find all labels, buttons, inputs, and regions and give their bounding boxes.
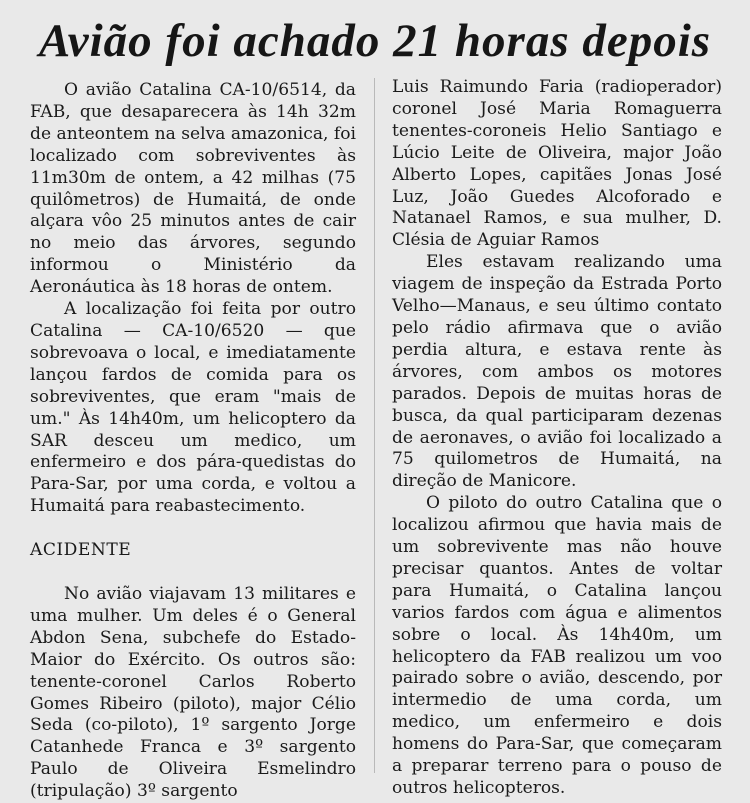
right-paragraph-1: Luis Raimundo Faria (radioperador) coronel José Maria Romaguerra tenentes-coroneis Helio Santiago e Lúcio Leite de Oliveira, major João Alberto Lopes, capitães Jonas José Luz, João Guedes Alcoforado e Natanael Ramos, e sua mulher, D. Clésia de Aguiar Ramos — [392, 77, 722, 251]
left-paragraph-3: No avião viajavam 13 militares e uma mulher. Um deles é o General Abdon Sena, subchefe do Estado-Maior do Exército. Os outros são: tenente-coronel Carlos Roberto Gomes Ribeiro (piloto), major Célio Seda (co-piloto), 1º sargento Jorge Catanhede Franca e 3º sargento Paulo de Oliveira Esmelindro (tripulação) 3º sargento — [30, 584, 356, 802]
column-divider — [374, 78, 375, 773]
left-column — [30, 80, 356, 803]
section-subhead: ACIDENTE — [30, 540, 132, 561]
left-paragraph-1: O avião Catalina CA-10/6514, da FAB, que desaparecera às 14h 32m de anteontem na selva amazonica, foi localizado com sobreviventes às 11m30m de ontem, a 42 milhas (75 quilômetros) de Humaitá, de onde alçara vôo 25 minutos antes de cair no meio das árvores, segundo informou o Ministério da Aeronáutica às 18 horas de ontem. — [30, 80, 356, 298]
right-paragraph-3: O piloto do outro Catalina que o localizou afirmou que havia mais de um sobrevivente mas não houve precisar quantos. Antes de voltar para Humaitá, o Catalina lançou varios fardos com água e alimentos sobre o local. Às 14h40m, um helicoptero da FAB realizou um voo pairado sobre o avião, descendo, por intermedio de uma corda, um medico, um enfermeiro e dois homens do Para-Sar, que começaram a preparar terreno para o pouso de outros helicopteros. — [392, 493, 722, 798]
right-paragraph-2: Eles estavam realizando uma viagem de inspeção da Estrada Porto Velho—Manaus, e seu último contato pelo rádio afirmava que o avião perdia altura, e estava rente às árvores, com ambos os motores parados. Depois de muitas horas de busca, da qual participaram dezenas de aeronaves, o avião foi localizado a 75 quilometros de Humaitá, na direção de Manicore. — [392, 252, 722, 492]
left-paragraph-2: A localização foi feita por outro Catalina — CA-10/6520 — que sobrevoava o local, e imediatamente lançou fardos de comida para os sobreviventes, que eram "mais de um." Às 14h40m, um helicoptero da SAR desceu um medico, um enfermeiro e dos pára-quedistas do Para-Sar, por uma corda, e voltou a Humaitá para reabastecimento. — [30, 299, 356, 517]
headline: Avião foi achado 21 horas depois — [38, 15, 712, 67]
right-column — [392, 77, 722, 800]
